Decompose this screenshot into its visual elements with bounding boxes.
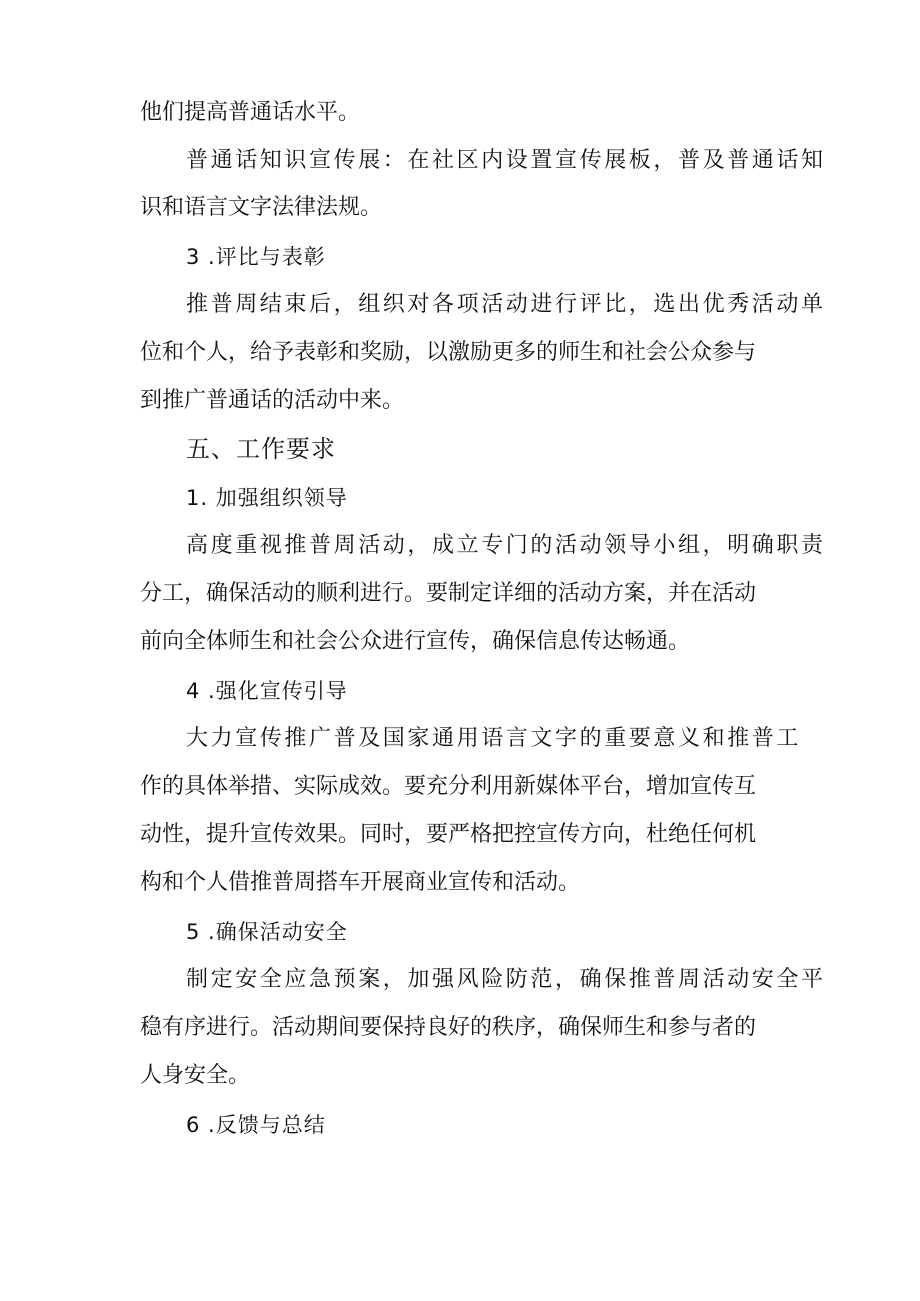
section-subheading: 5 .确保活动安全 [186, 920, 348, 944]
paragraph-line: 稳有序进行。活动期间要保持良好的秩序，确保师生和参与者的 [140, 1015, 757, 1040]
paragraph-line: 作的具体举措、实际成效。要充分利用新媒体平台，增加宣传互 [140, 774, 757, 799]
paragraph-line: 分工，确保活动的顺利进行。要制定详细的活动方案，并在活动 [140, 581, 757, 606]
paragraph-line: 识和语言文字法律法规。 [140, 195, 383, 220]
section-heading: 五、工作要求 [186, 435, 336, 463]
paragraph-line: 人身安全。 [140, 1063, 251, 1088]
paragraph-line: 推普周结束后，组织对各项活动进行评比，选出优秀活动单 [186, 292, 826, 317]
paragraph-line: 动性，提升宣传效果。同时，要严格把控宣传方向，杜绝任何机 [140, 822, 757, 847]
section-subheading: 6 .反馈与总结 [186, 1113, 326, 1137]
paragraph-line: 前向全体师生和社会公众进行宣传，确保信息传达畅通。 [140, 629, 691, 654]
paragraph-line: 制定安全应急预案，加强风险防范，确保推普周活动安全平 [186, 967, 826, 992]
section-subheading: 4 .强化宣传引导 [186, 679, 348, 703]
paragraph-line: 他们提高普通话水平。 [140, 100, 361, 125]
paragraph-line: 大力宣传推广普及国家通用语言文字的重要意义和推普工 [186, 726, 802, 751]
paragraph-line: 构和个人借推普周搭车开展商业宣传和活动。 [140, 870, 581, 895]
paragraph-line: 到推广普通话的活动中来。 [140, 388, 405, 413]
paragraph-line: 高度重视推普周活动，成立专门的活动领导小组，明确职责 [186, 533, 826, 558]
section-subheading: 3 .评比与表彰 [186, 245, 326, 269]
paragraph-line: 位和个人，给予表彰和奖励，以激励更多的师生和社会公众参与 [140, 340, 757, 365]
paragraph-line: 普通话知识宣传展：在社区内设置宣传展板，普及普通话知 [186, 148, 826, 173]
section-subheading: 1. 加强组织领导 [186, 486, 348, 510]
